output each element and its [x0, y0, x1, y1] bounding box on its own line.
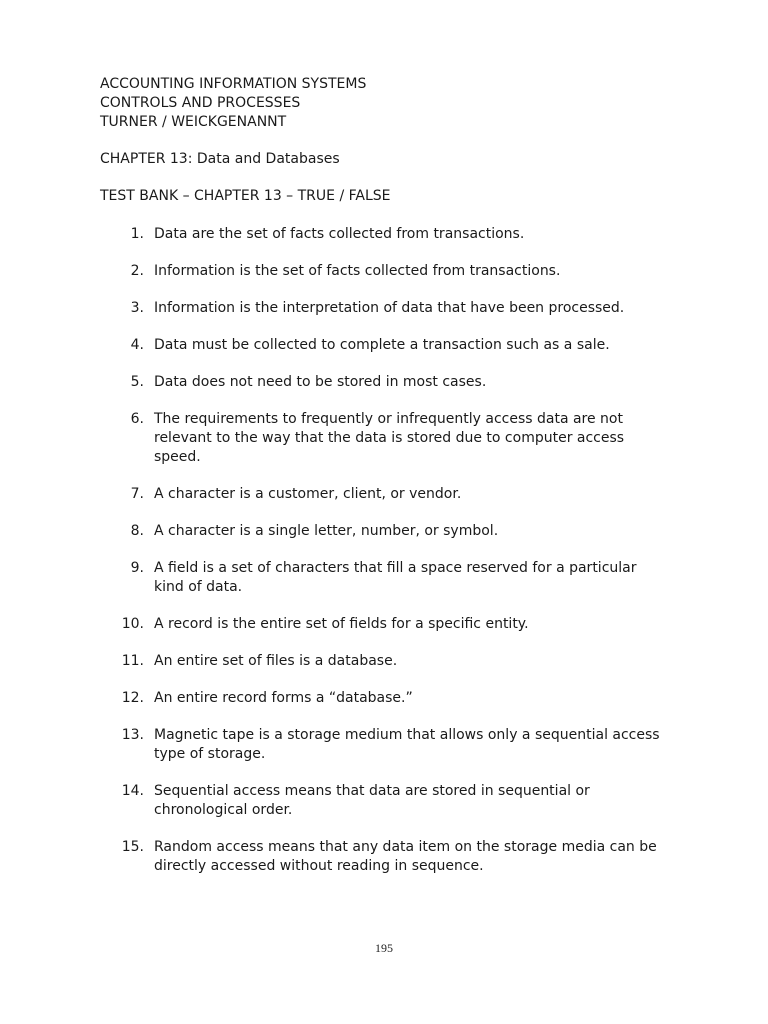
- question-number-cell: [100, 652, 144, 671]
- question-number-cell: [100, 336, 144, 355]
- question-text: An entire record forms a “database.”: [154, 690, 413, 706]
- question-item: [100, 262, 660, 281]
- question-number: 4.: [130, 337, 144, 353]
- question-number: 8.: [130, 523, 144, 539]
- question-text: A field is a set of characters that fill a space reserved for a particular kind of data.: [154, 560, 637, 595]
- page-number: 195: [375, 941, 393, 955]
- section-title: TEST BANK – CHAPTER 13 – TRUE / FALSE: [100, 188, 391, 204]
- question-number: 7.: [130, 486, 144, 502]
- question-number: 13.: [121, 727, 144, 743]
- question-number: 1.: [130, 226, 144, 242]
- question-item: [100, 782, 660, 820]
- question-item: [100, 559, 660, 597]
- question-number-cell: [100, 559, 144, 597]
- question-number-cell: [100, 373, 144, 392]
- question-item: [100, 336, 660, 355]
- question-number-cell: [100, 838, 144, 876]
- question-text: Sequential access means that data are stored in sequential or chronological order.: [154, 783, 590, 818]
- question-text: Data must be collected to complete a transaction such as a sale.: [154, 337, 610, 353]
- question-number: 15.: [121, 839, 144, 855]
- question-item: [100, 726, 660, 764]
- question-number: 6.: [130, 411, 144, 427]
- question-number-cell: [100, 410, 144, 467]
- question-text: Random access means that any data item on the storage media can be directly accessed without reading in sequence.: [154, 839, 657, 874]
- question-number: 14.: [121, 783, 144, 799]
- header-authors: TURNER / WEICKGENANNT: [100, 114, 287, 130]
- question-item: [100, 410, 660, 467]
- question-number: 12.: [121, 690, 144, 706]
- question-number: 2.: [130, 263, 144, 279]
- question-number-cell: [100, 225, 144, 244]
- question-number-cell: [100, 262, 144, 281]
- question-item: [100, 838, 660, 876]
- chapter-title: CHAPTER 13: Data and Databases: [100, 151, 340, 167]
- question-text: Data does not need to be stored in most cases.: [154, 374, 487, 390]
- question-number: 11.: [121, 653, 144, 669]
- question-number-cell: [100, 299, 144, 318]
- question-number-cell: [100, 689, 144, 708]
- question-number-cell: [100, 615, 144, 634]
- question-text: An entire set of files is a database.: [154, 653, 398, 669]
- question-number-cell: [100, 782, 144, 820]
- question-number: 5.: [130, 374, 144, 390]
- question-number-cell: [100, 522, 144, 541]
- question-text: A record is the entire set of fields for a specific entity.: [154, 616, 529, 632]
- question-text: The requirements to frequently or infrequently access data are not relevant to the way that the data is stored due to computer access speed.: [154, 411, 625, 465]
- question-item: [100, 615, 660, 634]
- document-header: [100, 75, 366, 132]
- question-text: Data are the set of facts collected from transactions.: [154, 226, 525, 242]
- question-item: [100, 652, 660, 671]
- question-item: [100, 689, 660, 708]
- question-item: [100, 373, 660, 392]
- header-course-subtitle: CONTROLS AND PROCESSES: [100, 95, 301, 111]
- question-item: [100, 485, 660, 504]
- question-item: [100, 522, 660, 541]
- question-number: 9.: [130, 560, 144, 576]
- question-number-cell: [100, 726, 144, 764]
- question-item: [100, 225, 660, 244]
- question-text: Information is the set of facts collected from transactions.: [154, 263, 561, 279]
- question-text: Magnetic tape is a storage medium that allows only a sequential access type of storage.: [154, 727, 660, 762]
- question-number: 10.: [121, 616, 144, 632]
- question-list: [100, 225, 660, 894]
- question-text: Information is the interpretation of data that have been processed.: [154, 300, 625, 316]
- question-item: [100, 299, 660, 318]
- question-number: 3.: [130, 300, 144, 316]
- header-course-title: ACCOUNTING INFORMATION SYSTEMS: [100, 76, 367, 92]
- question-number-cell: [100, 485, 144, 504]
- question-text: A character is a customer, client, or vendor.: [154, 486, 462, 502]
- question-text: A character is a single letter, number, or symbol.: [154, 523, 499, 539]
